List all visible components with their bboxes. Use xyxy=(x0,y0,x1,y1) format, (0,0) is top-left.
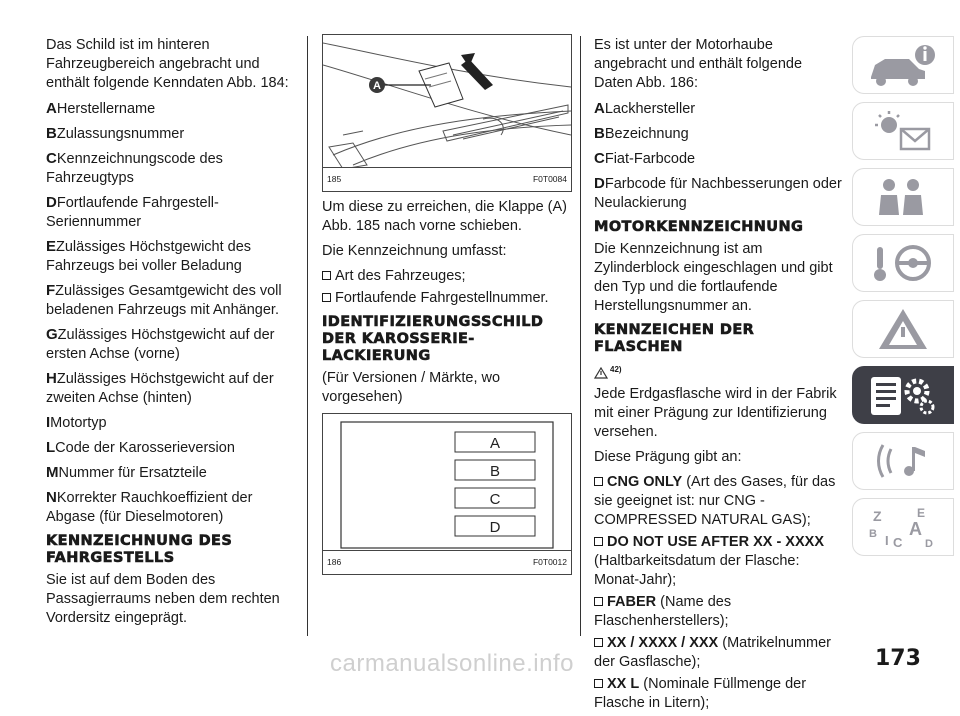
figure-code: F0T0084 xyxy=(532,174,567,184)
legend-text: Kennzeichnungscode des Fahrzeugtyps xyxy=(46,151,223,186)
svg-text:C: C xyxy=(893,535,903,550)
technical-data-icon xyxy=(863,371,943,419)
svg-text:D: D xyxy=(925,538,933,550)
callout-a: A xyxy=(373,80,381,92)
legend-key: G xyxy=(46,326,58,343)
bullet-item xyxy=(322,267,572,286)
bullet-text: (Name des Flaschenherstellers); xyxy=(594,594,732,629)
legend-key: D xyxy=(46,194,57,211)
legend-key: N xyxy=(46,489,57,506)
legend-item xyxy=(594,124,844,144)
legend-key: B xyxy=(594,125,605,142)
legend-text: Zulässiges Höchstgewicht des Fahrzeugs bei voller Beladung xyxy=(46,239,252,274)
figure-186 xyxy=(322,413,572,575)
legend-key: M xyxy=(46,464,59,481)
bullet-square-icon xyxy=(594,597,603,606)
legend-item xyxy=(46,325,294,364)
legend-key: A xyxy=(46,100,57,117)
bullet-text: (Matrikelnummer der Gasflasche); xyxy=(594,635,832,670)
svg-text:Z: Z xyxy=(873,508,882,524)
bullet-bold-text: XX L xyxy=(607,676,640,692)
legend-text: Bezeichnung xyxy=(604,126,689,142)
bullet-bold-text: DO NOT USE AFTER XX - XXXX xyxy=(607,534,824,550)
svg-text:E: E xyxy=(917,506,926,520)
legend-item xyxy=(46,149,294,188)
bullet-text: (Haltbarkeitsdatum der Flasche: Monat-Jahr); xyxy=(594,553,800,588)
bullet-item xyxy=(322,289,572,308)
legend-key: A xyxy=(594,100,605,117)
legend-key: C xyxy=(46,150,57,167)
figure-number: 185 xyxy=(327,174,342,184)
access-text: Um diese zu erreichen, die Klappe (A) Abb. 185 nach vorne schieben. xyxy=(322,199,568,234)
section-heading-cylinders: KENNZEICHEN DER FLASCHEN xyxy=(594,322,755,355)
svg-text:A: A xyxy=(909,519,922,539)
legend-key: H xyxy=(46,370,57,387)
legend-key: D xyxy=(594,175,605,192)
legend-item xyxy=(46,237,294,276)
legend-text: Herstellername xyxy=(56,101,156,117)
chapter-sidebar xyxy=(852,36,956,564)
page-number: 173 xyxy=(875,646,921,671)
legend-item xyxy=(46,413,294,433)
versions-note: (Für Versionen / Märkte, wo vorgesehen) xyxy=(322,370,501,405)
bullet-bold-text: FABER xyxy=(607,594,657,610)
figure-number: 186 xyxy=(327,557,342,567)
legend-text: Nummer für Ersatzteile xyxy=(58,465,207,481)
legend-item xyxy=(594,149,844,169)
car-info-icon xyxy=(863,41,943,89)
legend-text: Farbcode für Nachbesserungen oder Neulackierung xyxy=(594,176,842,211)
legend-item xyxy=(46,99,294,119)
steering-key-icon xyxy=(863,239,943,287)
legend-key: B xyxy=(46,125,57,142)
bullet-square-icon xyxy=(594,638,603,647)
bullet-bold-text: CNG ONLY xyxy=(607,474,683,490)
column-1 xyxy=(46,36,294,634)
legend-text: Zulässiges Gesamtgewicht des voll beladenen Fahrzeugs mit Anhänger. xyxy=(46,283,282,318)
plate-field-label: B xyxy=(489,463,501,480)
chassis-text: Sie ist auf dem Boden des Passagierraums neben dem rechten Vordersitz eingeprägt. xyxy=(46,572,280,626)
bullet-square-icon xyxy=(594,679,603,688)
figure-caption xyxy=(323,550,571,574)
legend-text: Zulässiges Höchstgewicht auf der ersten Achse (vorne) xyxy=(46,327,275,362)
bullet-text: Art des Fahrzeuges; xyxy=(335,268,466,284)
warning-number: 42) xyxy=(610,365,622,374)
intro-text: Es ist unter der Motorhaube angebracht und enthält folgende Daten Abb. 186: xyxy=(594,37,803,91)
plate-field-label: A xyxy=(489,435,501,452)
legend-key: L xyxy=(46,439,56,456)
tab-emergency[interactable] xyxy=(852,300,954,358)
cylinder-text: Jede Erdgasflasche wird in der Fabrik mit einer Prägung zur Identifizierung versehen. xyxy=(594,386,837,440)
figure-caption xyxy=(323,167,571,191)
legend-item xyxy=(46,369,294,408)
legend-key: C xyxy=(594,150,605,167)
tab-car-info[interactable] xyxy=(852,36,954,94)
figure-code: F0T0012 xyxy=(532,557,567,567)
legend-text: Motortyp xyxy=(50,415,107,431)
section-heading-engine: MOTORKENNZEICHNUNG xyxy=(594,219,804,235)
includes-text: Die Kennzeichnung umfasst: xyxy=(322,243,507,259)
legend-text: Fortlaufende Fahrgestell-Seriennummer xyxy=(46,195,219,230)
legend-item xyxy=(46,463,294,483)
warning-lights-icon xyxy=(863,107,943,155)
marking-text: Diese Prägung gibt an: xyxy=(594,449,742,465)
bullet-item xyxy=(594,593,844,631)
multimedia-icon xyxy=(863,437,943,485)
legend-text: Lackhersteller xyxy=(604,101,696,117)
plate-field-label: C xyxy=(489,491,501,508)
tab-safety[interactable] xyxy=(852,168,954,226)
bullet-square-icon xyxy=(322,293,331,302)
legend-text: Zulässiges Höchstgewicht auf der zweiten Achse (hinten) xyxy=(46,371,274,406)
legend-item xyxy=(46,193,294,232)
figure-185 xyxy=(322,34,572,192)
svg-text:I: I xyxy=(885,533,889,548)
intro-text: Das Schild ist im hinteren Fahrzeugbereich angebracht und enthält folgende Kenndaten Abb. 184: xyxy=(46,37,289,91)
warning-triangle-icon xyxy=(594,367,608,379)
legend-item xyxy=(46,438,294,458)
plate-field-label: D xyxy=(489,519,501,536)
bullet-item xyxy=(594,634,844,672)
bullet-item xyxy=(594,675,844,713)
bullet-square-icon xyxy=(322,271,331,280)
column-divider xyxy=(307,36,308,636)
tab-warning-lights[interactable] xyxy=(852,102,954,160)
section-heading-chassis: KENNZEICHNUNG DES FAHRGESTELLS xyxy=(46,533,233,566)
legend-key: E xyxy=(46,238,57,255)
legend-text: Korrekter Rauchkoeffizient der Abgase (für Dieselmotoren) xyxy=(46,490,253,525)
column-2 xyxy=(322,36,572,575)
legend-item xyxy=(46,281,294,320)
legend-key: F xyxy=(46,282,56,299)
bullet-item xyxy=(594,533,844,590)
legend-text: Zulassungsnummer xyxy=(56,126,185,142)
engine-text: Die Kennzeichnung ist am Zylinderblock eingeschlagen und gibt den Typ und die fortlaufende Herstellungsnummer an. xyxy=(594,241,833,314)
tab-starting-driving[interactable] xyxy=(852,234,954,292)
warning-reference xyxy=(594,360,622,379)
bullet-square-icon xyxy=(594,537,603,546)
bullet-text: (Nominale Füllmenge der Flasche in Litern); xyxy=(594,676,807,711)
bullet-text: Fortlaufende Fahrgestellnummer. xyxy=(335,290,549,306)
bullet-square-icon xyxy=(594,477,603,486)
legend-text: Fiat-Farbcode xyxy=(604,151,696,167)
bullet-bold-text: XX / XXXX / XXX xyxy=(607,635,719,651)
roadside-emergency-icon xyxy=(863,305,943,353)
legend-item xyxy=(46,488,294,527)
column-3 xyxy=(594,36,844,716)
legend-text: Code der Karosserieversion xyxy=(55,440,235,456)
tab-index[interactable] xyxy=(852,498,954,556)
legend-item xyxy=(594,174,844,213)
tab-multimedia[interactable] xyxy=(852,432,954,490)
legend-key: I xyxy=(46,414,51,431)
index-icon xyxy=(863,503,943,551)
safety-icon xyxy=(863,173,943,221)
tab-technical-data[interactable] xyxy=(852,366,954,424)
column-divider xyxy=(580,36,581,636)
legend-item xyxy=(46,124,294,144)
bullet-text: (Art des Gases, für das sie geeignet ist: nur CNG - COMPRESSED NATURAL GAS); xyxy=(594,474,836,528)
watermark: carmanualsonline.info xyxy=(330,650,574,677)
section-heading-paint-plate: IDENTIFIZIERUNGSSCHILD DER KAROSSERIE-LACKIERUNG xyxy=(322,314,544,364)
svg-text:B: B xyxy=(869,528,877,540)
bullet-item xyxy=(594,473,844,530)
legend-item xyxy=(594,99,844,119)
